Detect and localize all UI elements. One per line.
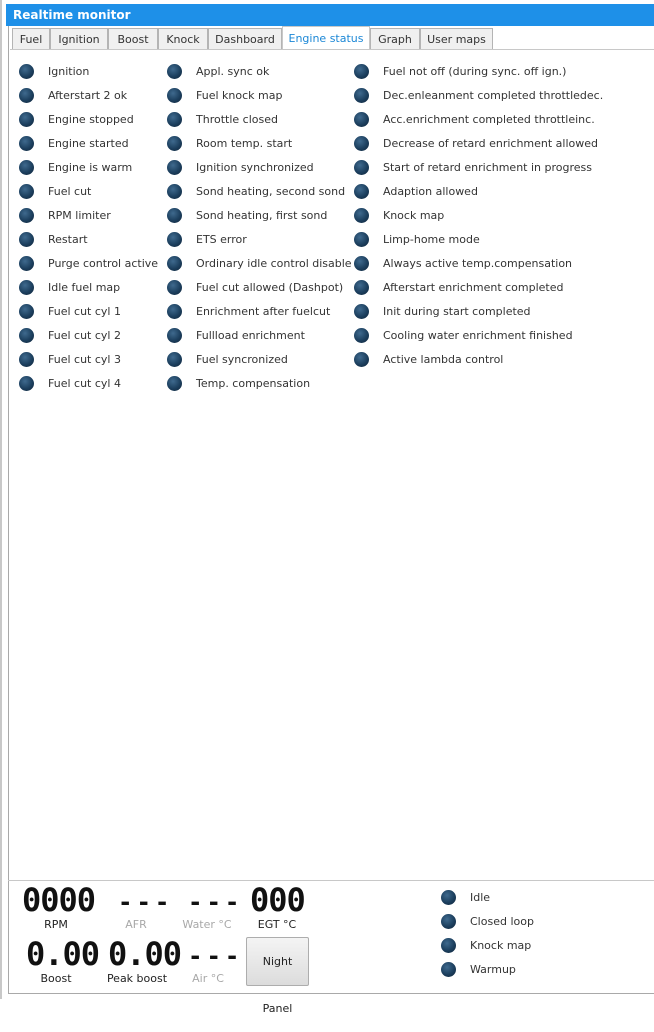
status-led-icon [354,160,369,175]
water-temp-label: Water °C [182,918,232,931]
status-led-icon [19,304,34,319]
rpm-label: RPM [44,918,68,931]
egt-display: 000 [250,881,305,919]
night-panel-button[interactable]: Night Panel [246,937,309,986]
status-led-icon [19,160,34,175]
status-led-icon [354,136,369,151]
status-label: Fuel cut [48,185,92,198]
status-led-icon [167,136,182,151]
status-label: Idle fuel map [48,281,121,294]
tab-engine-status[interactable]: Engine status [282,26,370,49]
status-led-icon [19,280,34,295]
tab-fuel[interactable]: Fuel [12,28,50,49]
status-led-icon [354,352,369,367]
status-led-icon [354,280,369,295]
tab-dashboard[interactable]: Dashboard [208,28,282,49]
status-label: Fuel syncronized [196,353,288,366]
status-led-icon [19,232,34,247]
status-led-icon [441,890,456,905]
status-label: Decrease of retard enrichment allowed [383,137,599,150]
status-label: Throttle closed [196,113,278,126]
status-led-icon [167,280,182,295]
status-label: Engine is warm [48,161,133,174]
status-led-icon [167,352,182,367]
status-led-icon [19,352,34,367]
status-label: Ignition [48,65,90,78]
tab-user-maps[interactable]: User maps [420,28,493,49]
tab-bar [12,28,654,50]
peak-boost-display: 0.00 [108,935,182,973]
window-title: Realtime monitor [6,4,654,26]
peak-boost-label: Peak boost [106,972,168,985]
status-led-icon [167,376,182,391]
status-led-icon [354,112,369,127]
status-label: ETS error [196,233,247,246]
status-led-icon [19,208,34,223]
status-led-icon [167,208,182,223]
status-label: Always active temp.compensation [383,257,573,270]
status-label: Ordinary idle control disable [196,257,352,270]
status-label: Engine started [48,137,129,150]
status-led-icon [167,64,182,79]
status-label: Fuel cut cyl 4 [48,377,121,390]
status-label: Warmup [470,963,516,976]
status-label: Ignition synchronized [196,161,314,174]
status-led-icon [167,328,182,343]
tab-boost[interactable]: Boost [108,28,158,49]
status-led-icon [167,232,182,247]
status-led-icon [167,184,182,199]
boost-display: 0.00 [26,935,100,973]
status-led-icon [354,328,369,343]
status-label: Temp. compensation [196,377,311,390]
status-label: Active lambda control [383,353,504,366]
egt-label: EGT °C [257,918,297,931]
tab-ignition[interactable]: Ignition [50,28,108,49]
status-label: Purge control active [48,257,159,270]
status-led-icon [354,256,369,271]
status-label: Appl. sync ok [196,65,270,78]
status-led-icon [19,328,34,343]
status-led-icon [167,160,182,175]
status-label: RPM limiter [48,209,111,222]
status-label: Afterstart 2 ok [48,89,128,102]
left-window-edge [0,0,2,999]
status-led-icon [167,304,182,319]
air-temp-label: Air °C [192,972,224,985]
status-label: Cooling water enrichment finished [383,329,573,342]
status-label: Limp-home mode [383,233,480,246]
status-label: Engine stopped [48,113,134,126]
status-label: Fuel cut cyl 1 [48,305,121,318]
status-label: Fullload enrichment [196,329,305,342]
boost-label: Boost [40,972,72,985]
status-led-icon [19,88,34,103]
status-led-icon [441,962,456,977]
status-label: Enrichment after fuelcut [196,305,331,318]
status-label: Acc.enrichment completed throttleinc. [383,113,595,126]
status-led-icon [167,256,182,271]
status-led-icon [19,64,34,79]
status-label: Sond heating, first sond [196,209,328,222]
status-label: Fuel cut cyl 2 [48,329,121,342]
air-temp-display: --- [188,942,244,970]
status-label: Closed loop [470,915,534,928]
status-led-icon [19,376,34,391]
tab-knock[interactable]: Knock [158,28,208,49]
status-led-icon [354,232,369,247]
tab-graph[interactable]: Graph [370,28,420,49]
status-led-icon [19,112,34,127]
status-label: Room temp. start [196,137,293,150]
status-led-icon [441,914,456,929]
status-led-icon [354,184,369,199]
status-label: Fuel knock map [196,89,283,102]
status-label: Afterstart enrichment completed [383,281,564,294]
status-led-icon [167,88,182,103]
afr-display: --- [118,888,174,916]
status-led-icon [167,112,182,127]
status-label: Fuel cut cyl 3 [48,353,121,366]
status-label: Idle [470,891,491,904]
status-label: Init during start completed [383,305,531,318]
status-label: Knock map [383,209,445,222]
status-led-icon [354,88,369,103]
status-label: Fuel cut allowed (Dashpot) [196,281,344,294]
status-led-icon [354,304,369,319]
status-label: Start of retard enrichment in progress [383,161,592,174]
status-label: Knock map [470,939,532,952]
status-led-icon [19,136,34,151]
afr-label: AFR [125,918,147,931]
rpm-display: 0000 [22,881,96,919]
status-led-icon [19,256,34,271]
water-temp-display: --- [188,888,244,916]
status-led-icon [354,64,369,79]
status-label: Adaption allowed [383,185,478,198]
status-label: Fuel not off (during sync. off ign.) [383,65,567,78]
status-label: Sond heating, second sond [196,185,346,198]
status-label: Dec.enleanment completed throttledec. [383,89,604,102]
status-led-icon [19,184,34,199]
status-led-icon [354,208,369,223]
status-led-icon [441,938,456,953]
status-label: Restart [48,233,88,246]
